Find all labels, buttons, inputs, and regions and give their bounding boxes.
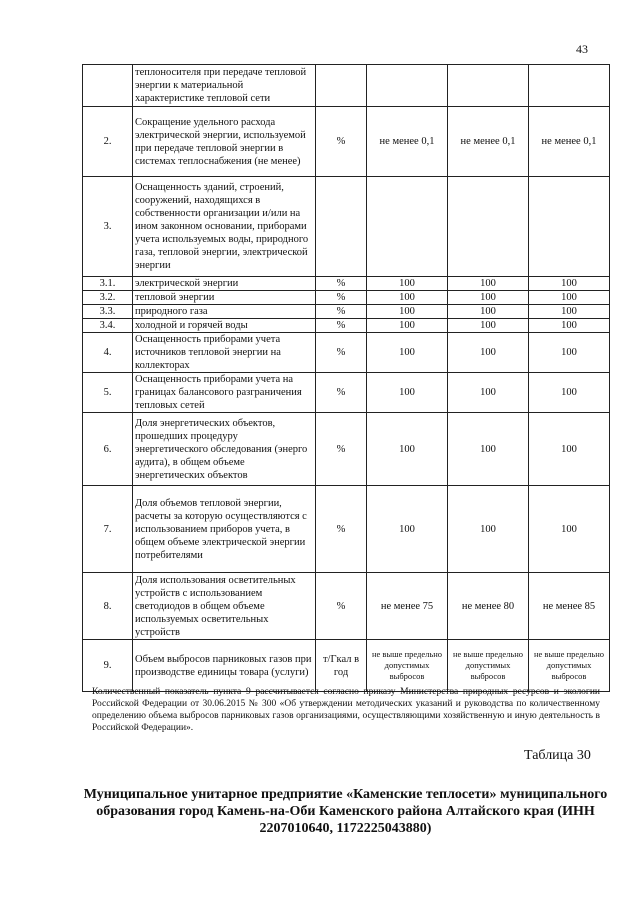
value-year-3: 100: [529, 333, 610, 373]
row-number: 3.: [83, 177, 133, 277]
row-number: [83, 65, 133, 107]
table-row: [83, 65, 610, 107]
value-year-1: 100: [367, 413, 448, 486]
table-row: [83, 291, 610, 305]
row-unit: %: [316, 319, 367, 333]
row-number: 5.: [83, 373, 133, 413]
row-unit: %: [316, 333, 367, 373]
row-number: 3.4.: [83, 319, 133, 333]
value-year-3: [529, 177, 610, 277]
value-year-3: 100: [529, 486, 610, 573]
row-number: 8.: [83, 573, 133, 640]
table-row: [83, 333, 610, 373]
table-row: [83, 277, 610, 291]
value-year-2: не выше предельно допустимых выбросов: [448, 640, 529, 692]
value-year-2: 100: [448, 413, 529, 486]
value-year-1: 100: [367, 277, 448, 291]
value-year-3: 100: [529, 373, 610, 413]
row-description: природного газа: [133, 305, 316, 319]
value-year-1: 100: [367, 373, 448, 413]
row-description: Оснащенность приборами учета источников тепловой энергии на коллекторах: [133, 333, 316, 373]
value-year-2: [448, 177, 529, 277]
value-year-1: 100: [367, 333, 448, 373]
row-unit: [316, 65, 367, 107]
value-year-1: 100: [367, 319, 448, 333]
indicators-table: [82, 64, 610, 692]
row-description: холодной и горячей воды: [133, 319, 316, 333]
table-row: [83, 640, 610, 692]
row-description: тепловой энергии: [133, 291, 316, 305]
table-row: [83, 573, 610, 640]
value-year-3: не менее 0,1: [529, 107, 610, 177]
value-year-1: не менее 75: [367, 573, 448, 640]
value-year-2: 100: [448, 319, 529, 333]
value-year-3: 100: [529, 305, 610, 319]
value-year-1: не выше предельно допустимых выбросов: [367, 640, 448, 692]
row-unit: %: [316, 277, 367, 291]
page-number: 43: [576, 42, 588, 56]
value-year-3: [529, 65, 610, 107]
value-year-2: 100: [448, 373, 529, 413]
value-year-2: [448, 65, 529, 107]
row-unit: %: [316, 305, 367, 319]
value-year-1: 100: [367, 486, 448, 573]
row-unit: [316, 177, 367, 277]
row-number: 4.: [83, 333, 133, 373]
row-description: Объем выбросов парниковых газов при производстве единицы товара (услуги): [133, 640, 316, 692]
value-year-1: 100: [367, 291, 448, 305]
value-year-1: [367, 177, 448, 277]
row-description: Доля энергетических объектов, прошедших процедуру энергетического обследования (энерго аудита), в общем объеме энергетических объектов: [133, 413, 316, 486]
row-number: 3.1.: [83, 277, 133, 291]
value-year-3: 100: [529, 319, 610, 333]
row-unit: т/Гкал в год: [316, 640, 367, 692]
row-unit: %: [316, 107, 367, 177]
table-row: [83, 305, 610, 319]
row-number: 7.: [83, 486, 133, 573]
value-year-2: не менее 80: [448, 573, 529, 640]
value-year-1: не менее 0,1: [367, 107, 448, 177]
row-description: Оснащенность приборами учета на границах балансового разграничения тепловых сетей: [133, 373, 316, 413]
footnote: Количественный показатель пункта 9 рассчитывается согласно приказу Министерства природных ресурсов и экологии Российской Федерации от 30.06.2015 № 300 «Об утверждении методических указаний и руководства по количественному определению объема выбросов парниковых газов организациями, осуществляющими хозяйственную и иную деятельность в Российской Федерации».: [92, 687, 600, 733]
value-year-2: 100: [448, 277, 529, 291]
value-year-2: 100: [448, 305, 529, 319]
row-unit: %: [316, 291, 367, 305]
value-year-1: [367, 65, 448, 107]
value-year-3: 100: [529, 291, 610, 305]
row-number: 6.: [83, 413, 133, 486]
row-description: Оснащенность зданий, строений, сооружений, находящихся в собственности организации и/или на ином законном основании, приборами учета используемых воды, природного газа, тепловой энергии, электрической энергии: [133, 177, 316, 277]
value-year-3: не выше предельно допустимых выбросов: [529, 640, 610, 692]
table-row: [83, 107, 610, 177]
row-description: Доля использования осветительных устройств с использованием светодиодов в общем объеме используемых осветительных устройств: [133, 573, 316, 640]
row-number: 9.: [83, 640, 133, 692]
table-label: Таблица 30: [524, 748, 591, 763]
row-number: 3.2.: [83, 291, 133, 305]
row-description: Доля объемов тепловой энергии, расчеты за которую осуществляются с использованием приборов учета, в общем объеме электрической энергии потребителями: [133, 486, 316, 573]
section-heading: Муниципальное унитарное предприятие «Каменские теплосети» муниципального образования город Камень-на-Оби Каменского района Алтайского края (ИНН 2207010640, 1172225043880): [83, 787, 608, 836]
value-year-3: 100: [529, 413, 610, 486]
row-description: Сокращение удельного расхода электрической энергии, используемой при передаче тепловой энергии в системах теплоснабжения (не менее): [133, 107, 316, 177]
table-row: [83, 486, 610, 573]
value-year-2: 100: [448, 333, 529, 373]
table-row: [83, 319, 610, 333]
row-description: теплоносителя при передаче тепловой энергии к материальной характеристике тепловой сети: [133, 65, 316, 107]
value-year-2: 100: [448, 291, 529, 305]
value-year-2: 100: [448, 486, 529, 573]
table-row: [83, 413, 610, 486]
row-number: 3.3.: [83, 305, 133, 319]
value-year-3: не менее 85: [529, 573, 610, 640]
row-unit: %: [316, 373, 367, 413]
value-year-3: 100: [529, 277, 610, 291]
table-row: [83, 373, 610, 413]
row-unit: %: [316, 413, 367, 486]
row-unit: %: [316, 486, 367, 573]
row-description: электрической энергии: [133, 277, 316, 291]
row-unit: %: [316, 573, 367, 640]
value-year-1: 100: [367, 305, 448, 319]
row-number: 2.: [83, 107, 133, 177]
table-row: [83, 177, 610, 277]
value-year-2: не менее 0,1: [448, 107, 529, 177]
